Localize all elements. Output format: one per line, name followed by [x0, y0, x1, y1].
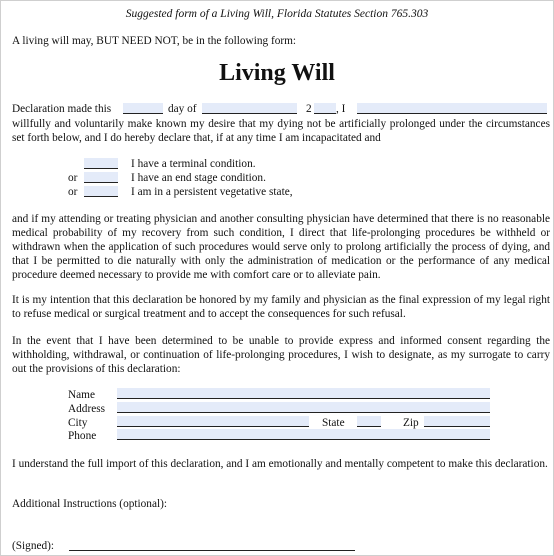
surrogate-city-label: City [68, 417, 88, 429]
condition-or-label: or [68, 186, 78, 198]
condition-vegetative: I am in a persistent vegetative state, [131, 186, 293, 198]
surrogate-phone-label: Phone [68, 430, 97, 442]
end-stage-condition-field[interactable] [84, 172, 118, 183]
surrogate-phone-field[interactable] [117, 429, 490, 440]
surrogate-paragraph: In the event that I have been determined to be unable to provide express and informed consent regarding the withholding, withdrawal, or continuation of life-prolonging procedures, I wish to designate, as my surrogate to carry out the provisions of this declaration: [12, 335, 550, 375]
condition-end-stage: I have an end stage condition. [131, 172, 266, 184]
competence-statement: I understand the full import of this declaration, and I am emotionally and mentally competent to make this declaration. [12, 458, 548, 470]
form-header: Suggested form of a Living Will, Florida Statutes Section 765.303 [125, 8, 429, 20]
terminal-condition-field[interactable] [84, 158, 118, 169]
declaration-body: willfully and voluntarily make known my desire that my dying not be artificially prolonged under the circumstances set forth below, and I do hereby declare that, if at any time I am incapacitated and [12, 118, 550, 144]
condition-terminal: I have a terminal condition. [131, 158, 256, 170]
declarant-name-field[interactable] [357, 103, 547, 114]
signed-label: (Signed): [12, 540, 55, 552]
declaration-day-of-label: day of [168, 103, 197, 115]
surrogate-state-field[interactable] [357, 416, 381, 427]
surrogate-address-label: Address [68, 403, 106, 415]
surrogate-zip-label: Zip [403, 417, 419, 429]
condition-or-label: or [68, 172, 78, 184]
intention-paragraph: It is my intention that this declaration be honored by my family and physician as the final expression of my legal right to refuse medical or surgical treatment and to accept the consequences for such refusal. [12, 294, 550, 320]
declaration-made-this-label: Declaration made this [12, 103, 112, 115]
page-title: Living Will [219, 60, 335, 86]
surrogate-state-label: State [322, 417, 345, 429]
surrogate-name-label: Name [68, 389, 95, 401]
declaration-year-field[interactable] [314, 103, 336, 114]
declaration-month-field[interactable] [202, 103, 297, 114]
surrogate-city-field[interactable] [117, 416, 309, 427]
surrogate-address-field[interactable] [117, 402, 490, 413]
vegetative-state-field[interactable] [84, 186, 118, 197]
additional-instructions-label: Additional Instructions (optional): [12, 498, 167, 510]
directive-paragraph: and if my attending or treating physician and another consulting physician have determined that there is no reasonable medical probability of my recovery from such condition, I direct that life-prolonging procedures be withheld or withdrawn when the application of such procedures would serve only to prolong artificially the process of dying, and that I be permitted to die naturally with only the administration of medication or the performance of any medical procedure deemed necessary to provide me with comfort care or to alleviate pain. [12, 213, 550, 281]
surrogate-zip-field[interactable] [424, 416, 490, 427]
declaration-pronoun: , I [336, 103, 346, 115]
signature-line[interactable] [69, 540, 355, 551]
intro-text: A living will may, BUT NEED NOT, be in the following form: [12, 35, 297, 47]
declaration-year-prefix: 2 [306, 103, 312, 115]
surrogate-name-field[interactable] [117, 388, 490, 399]
declaration-day-field[interactable] [123, 103, 163, 114]
